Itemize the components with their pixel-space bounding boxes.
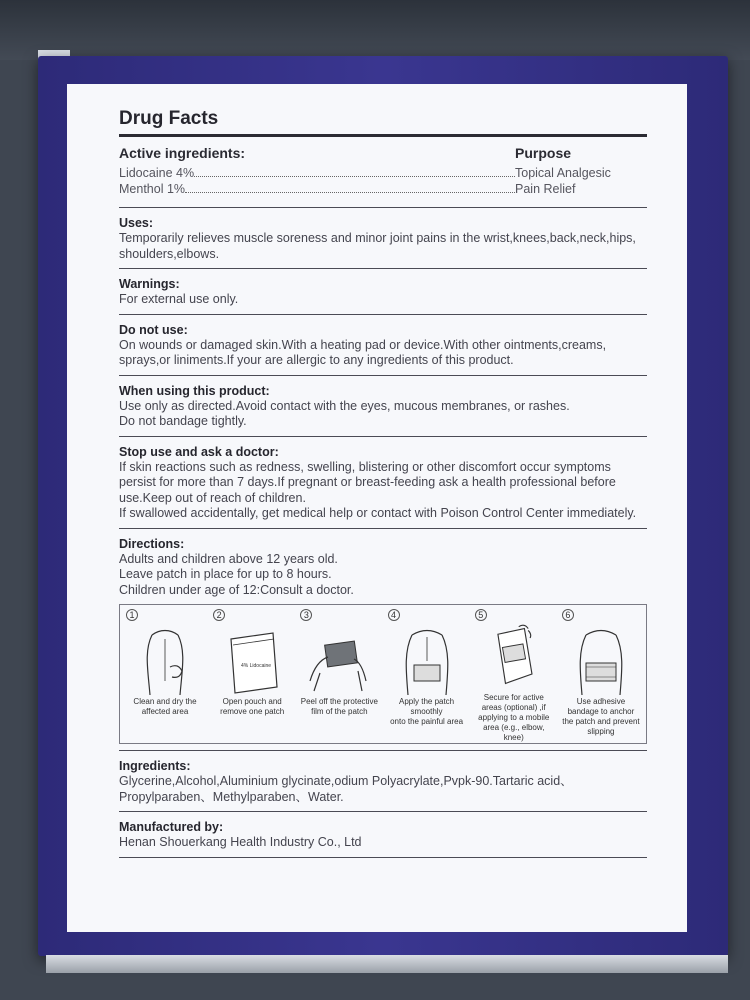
pouch-text: 4% Lidocaine — [241, 663, 272, 669]
active-ingredients-header — [119, 145, 647, 161]
purpose-heading: Purpose — [515, 145, 572, 161]
step-number: 2 — [213, 609, 225, 621]
warnings-section — [119, 269, 647, 314]
drug-facts-title: Drug Facts — [119, 108, 219, 129]
secure-patch-icon — [479, 621, 549, 691]
uses-section — [119, 208, 647, 268]
active-ingredient-purpose: Topical Analgesic — [515, 166, 611, 180]
ingredients-section — [119, 751, 647, 811]
stop-use-heading: Stop use and ask a doctor: — [119, 444, 279, 459]
directions-section — [119, 529, 647, 751]
active-ingredient-name: Menthol 1% — [119, 182, 186, 196]
step-2 — [213, 609, 291, 743]
directions-line: Children under age of 12:Consult a doctor. — [119, 582, 354, 597]
step-number: 5 — [475, 609, 487, 621]
active-ingredient-row — [119, 165, 647, 181]
title-rule — [119, 134, 647, 137]
step-3 — [300, 609, 378, 743]
active-ingredient-name: Lidocaine 4% — [119, 166, 195, 180]
step-number: 4 — [388, 609, 400, 621]
directions-heading: Directions: — [119, 536, 185, 551]
divider — [119, 857, 647, 858]
warnings-heading: Warnings: — [119, 277, 180, 291]
do-not-use-text: On wounds or damaged skin.With a heating pad or device.With other ointments,creams, sprays,or liniments.If your are allergic to any ingredients of this product. — [119, 337, 607, 367]
when-using-section — [119, 376, 647, 436]
manufacturer-heading: Manufactured by: — [119, 820, 224, 834]
clean-skin-icon — [130, 621, 200, 695]
step-number: 6 — [562, 609, 574, 621]
ingredients-heading: Ingredients: — [119, 759, 191, 773]
step-caption: Peel off the protective film of the patch — [300, 697, 378, 716]
stop-use-line: If swallowed accidentally, get medical help or contact with Poison Control Center immediately. — [119, 506, 637, 520]
do-not-use-heading: Do not use: — [119, 322, 188, 337]
step-5 — [475, 609, 553, 743]
uses-heading: Uses: — [119, 216, 154, 230]
leader-dots — [194, 175, 515, 177]
step-caption: Apply the patch smoothly onto the painful area — [390, 697, 464, 726]
apply-patch-icon — [392, 621, 462, 695]
directions-line: Leave patch in place for up to 8 hours. — [119, 567, 332, 581]
stop-use-line: If skin reactions such as redness, swelling, blistering or other discomfort occur symptoms persist for more than 7 days.If pregnant or breast-feeding ask a health professional before use.Keep out of reach of children. — [119, 459, 616, 505]
active-ingredients-list — [119, 165, 647, 197]
active-ingredient-purpose: Pain Relief — [515, 182, 576, 196]
step-caption: Secure for active areas (optional) ,if applying to a mobile area (e.g., elbow, knee) — [478, 693, 550, 742]
manufacturer-text: Henan Shouerkang Health Industry Co., Ltd — [119, 835, 362, 849]
bandage-icon — [566, 621, 636, 695]
box-bottom-edge — [46, 955, 728, 973]
uses-text: Temporarily relieves muscle soreness and minor joint pains in the wrist,knees,back,neck,hips, shoulders,elbows. — [119, 231, 636, 261]
step-caption: Use adhesive bandage to anchor the patch and prevent slipping — [562, 697, 640, 736]
warnings-text: For external use only. — [119, 292, 239, 306]
step-number: 1 — [126, 609, 138, 621]
when-using-heading: When using this product: — [119, 383, 270, 398]
directions-line: Adults and children above 12 years old. — [119, 551, 338, 566]
step-6 — [562, 609, 640, 743]
active-ingredient-row — [119, 181, 647, 197]
do-not-use-section — [119, 315, 647, 375]
stop-use-section — [119, 437, 647, 528]
leader-dots — [185, 191, 515, 193]
application-steps — [119, 604, 647, 744]
step-caption: Clean and dry the affected area — [133, 697, 197, 716]
step-4 — [388, 609, 466, 743]
step-1 — [126, 609, 204, 743]
when-using-line: Use only as directed.Avoid contact with the eyes, mucous membranes, or rashes. — [119, 398, 570, 413]
manufacturer-section — [119, 812, 647, 857]
drug-facts-label — [67, 84, 687, 932]
peel-patch-icon — [304, 621, 374, 695]
step-number: 3 — [300, 609, 312, 621]
when-using-line: Do not bandage tightly. — [119, 414, 247, 428]
active-ingredients-heading: Active ingredients: — [119, 145, 246, 161]
step-caption: Open pouch and remove one patch — [220, 697, 285, 716]
pouch-icon — [217, 621, 287, 695]
background-surface — [0, 0, 750, 60]
ingredients-text: Glycerine,Alcohol,Aluminium glycinate,odium Polyacrylate,Pvpk-90.Tartaric acid、Propylparaben、Methylparaben、Water. — [119, 774, 573, 804]
